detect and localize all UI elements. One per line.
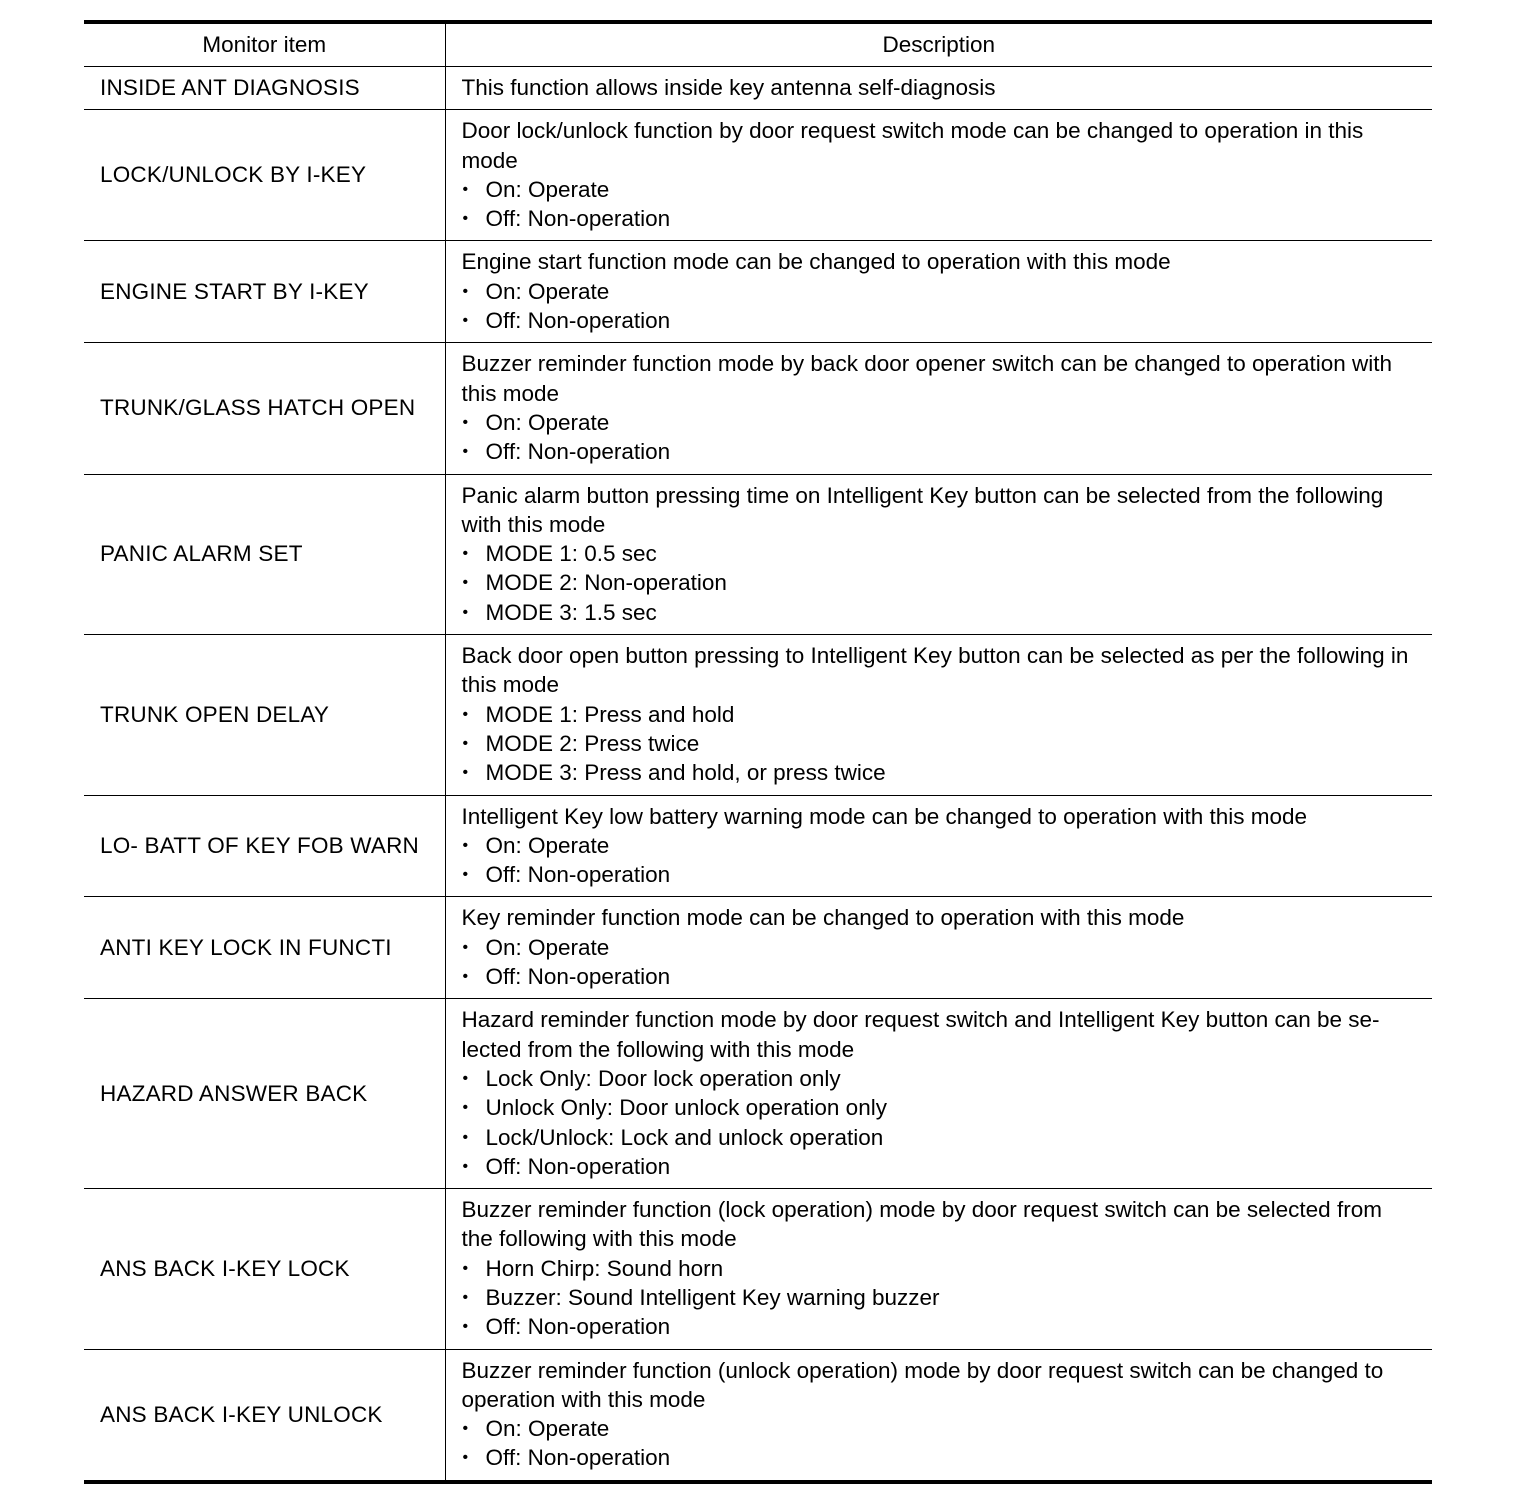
option-list-item: • Off: Non-operation <box>462 204 1419 233</box>
description-cell <box>445 795 1432 897</box>
option-list-item: • On: Operate <box>462 175 1419 204</box>
option-list-item: • MODE 3: Press and hold, or press twice <box>462 758 1419 787</box>
description-text: This function allows inside key antenna self-diagnosis <box>461 75 996 100</box>
description-cell <box>445 999 1432 1189</box>
monitor-item-cell: LOCK/UNLOCK BY I-KEY <box>84 110 445 241</box>
monitor-item-column-header: Monitor item <box>84 22 445 67</box>
option-list-item: • MODE 3: 1.5 sec <box>462 598 1419 627</box>
monitor-item-cell: ANTI KEY LOCK IN FUNCTI <box>84 897 445 999</box>
description-text: Panic alarm button pressing time on Intelligent Key button can be selected from the following with this mode <box>461 482 1384 537</box>
description-text: Buzzer reminder function (unlock operation) mode by door request switch can be changed to operation with this mode <box>461 1357 1384 1412</box>
monitor-item-cell: TRUNK/GLASS HATCH OPEN <box>84 343 445 474</box>
table-row <box>84 897 1432 999</box>
option-list <box>462 831 1419 890</box>
description-cell <box>445 241 1432 343</box>
description-cell <box>445 343 1432 474</box>
option-list-item: • Off: Non-operation <box>462 437 1419 466</box>
option-list-item: • On: Operate <box>462 1414 1419 1443</box>
description-cell <box>445 474 1432 634</box>
description-text: Door lock/unlock function by door request switch mode can be changed to operation in this mode <box>461 118 1364 173</box>
description-cell <box>445 897 1432 999</box>
option-list-item: • MODE 1: 0.5 sec <box>462 539 1419 568</box>
table-row <box>84 110 1432 241</box>
monitor-item-cell: HAZARD ANSWER BACK <box>84 999 445 1189</box>
table-row <box>84 635 1432 795</box>
description-text: Hazard reminder function mode by door request switch and Intelligent Key button can be se-lected from the following with this mode <box>461 1007 1380 1062</box>
description-text: Engine start function mode can be changed to operation with this mode <box>461 249 1171 275</box>
table-header <box>84 22 1432 67</box>
description-column-header: Description <box>445 22 1432 67</box>
monitor-item-cell: ENGINE START BY I-KEY <box>84 241 445 343</box>
option-list <box>462 1414 1419 1473</box>
description-text: Key reminder function mode can be changed to operation with this mode <box>461 905 1185 931</box>
description-cell <box>445 67 1432 110</box>
description-cell <box>445 1349 1432 1482</box>
option-list-item: • Unlock Only: Door unlock operation only <box>462 1093 1419 1122</box>
option-list <box>462 408 1419 467</box>
option-list-item: • MODE 1: Press and hold <box>462 700 1419 729</box>
table-row <box>84 999 1432 1189</box>
table-row <box>84 795 1432 897</box>
option-list-item: • Off: Non-operation <box>462 306 1419 335</box>
option-list-item: • On: Operate <box>462 408 1419 437</box>
option-list-item: • Off: Non-operation <box>462 962 1419 991</box>
monitor-item-cell: TRUNK OPEN DELAY <box>84 635 445 795</box>
description-text: Back door open button pressing to Intelligent Key button can be selected as per the following in this mode <box>461 643 1409 698</box>
option-list-item: • Lock Only: Door lock operation only <box>462 1064 1419 1093</box>
option-list <box>462 1254 1419 1342</box>
option-list-item: • On: Operate <box>462 933 1419 962</box>
option-list-item: • Off: Non-operation <box>462 1443 1419 1472</box>
table-body <box>84 67 1432 1482</box>
description-cell <box>445 110 1432 241</box>
description-cell <box>445 635 1432 795</box>
option-list-item: • Off: Non-operation <box>462 1152 1419 1181</box>
option-list-item: • MODE 2: Press twice <box>462 729 1419 758</box>
description-cell <box>445 1189 1432 1349</box>
option-list <box>462 277 1419 336</box>
option-list-item: • On: Operate <box>462 831 1419 860</box>
option-list-item: • Buzzer: Sound Intelligent Key warning buzzer <box>462 1283 1419 1312</box>
monitor-item-table <box>84 20 1432 1484</box>
option-list <box>462 933 1419 992</box>
table-row <box>84 343 1432 474</box>
option-list <box>462 1064 1419 1181</box>
option-list <box>462 175 1419 234</box>
monitor-item-cell: ANS BACK I-KEY LOCK <box>84 1189 445 1349</box>
table-row <box>84 67 1432 110</box>
description-text: Buzzer reminder function mode by back door opener switch can be changed to operation with this mode <box>461 351 1393 406</box>
option-list-item: • Lock/Unlock: Lock and unlock operation <box>462 1123 1419 1152</box>
option-list-item: • MODE 2: Non-operation <box>462 568 1419 597</box>
description-text: Buzzer reminder function (lock operation) mode by door request switch can be selected from the following with this mode <box>461 1197 1382 1252</box>
description-text: Intelligent Key low battery warning mode can be changed to operation with this mode <box>461 803 1308 829</box>
table-row <box>84 241 1432 343</box>
option-list <box>462 700 1419 788</box>
monitor-item-cell: LO- BATT OF KEY FOB WARN <box>84 795 445 897</box>
monitor-item-cell: ANS BACK I-KEY UNLOCK <box>84 1349 445 1482</box>
option-list-item: • Off: Non-operation <box>462 1312 1419 1341</box>
option-list-item: • On: Operate <box>462 277 1419 306</box>
option-list <box>462 539 1419 627</box>
table-row <box>84 1349 1432 1482</box>
table-row <box>84 1189 1432 1349</box>
monitor-item-cell: PANIC ALARM SET <box>84 474 445 634</box>
header-row <box>84 22 1432 67</box>
monitor-item-cell: INSIDE ANT DIAGNOSIS <box>84 67 445 110</box>
table-row <box>84 474 1432 634</box>
option-list-item: • Off: Non-operation <box>462 860 1419 889</box>
option-list-item: • Horn Chirp: Sound horn <box>462 1254 1419 1283</box>
